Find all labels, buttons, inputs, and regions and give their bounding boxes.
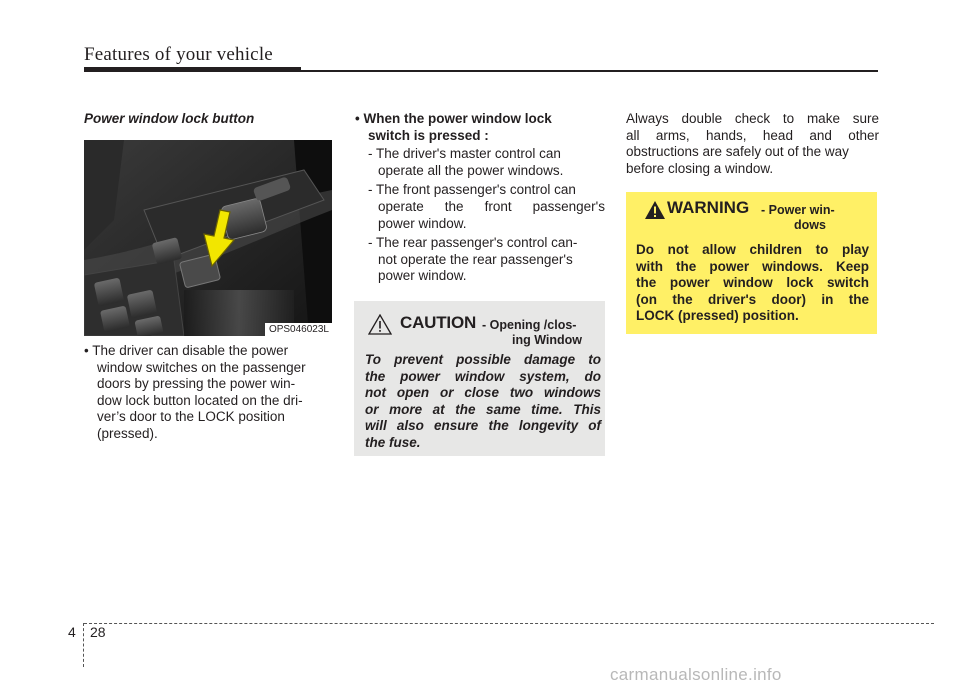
bullet-line: doors by pressing the power win- bbox=[97, 376, 296, 392]
caution-line: the power window system, do bbox=[365, 368, 601, 384]
warning-line: Do not allow children to play bbox=[636, 242, 869, 257]
photo-code: OPS046023L bbox=[265, 323, 332, 336]
page-number: 28 bbox=[90, 624, 106, 640]
footer-rule bbox=[84, 623, 934, 624]
sub-item-driver bbox=[355, 146, 605, 179]
warning-line: the power window lock switch bbox=[636, 275, 869, 291]
lead-line: switch is pressed : bbox=[368, 127, 489, 143]
sub-item-line: - The driver's master control can bbox=[368, 146, 561, 162]
caution-line: not open or close two windows bbox=[365, 385, 601, 401]
paragraph-line: all arms, hands, head and other bbox=[626, 127, 879, 143]
window-switch-photo bbox=[84, 140, 332, 336]
bullet-line: ver’s door to the LOCK position bbox=[97, 409, 285, 425]
caution-subtitle-cont: ing Window bbox=[512, 333, 583, 347]
double-check-paragraph bbox=[626, 111, 879, 177]
sub-item-front-passenger bbox=[355, 182, 605, 232]
bullet-line: • The driver can disable the power bbox=[84, 343, 289, 358]
warning-box bbox=[626, 192, 877, 334]
caution-body bbox=[365, 352, 601, 452]
paragraph-line: before closing a window. bbox=[626, 160, 774, 176]
header-title: Features of your vehicle bbox=[84, 44, 273, 65]
warning-label: WARNING bbox=[667, 198, 750, 217]
header-rule-thick bbox=[84, 67, 301, 72]
section-heading: Power window lock button bbox=[84, 111, 255, 126]
warning-line: with the power windows. Keep bbox=[636, 258, 869, 274]
warning-triangle-icon bbox=[644, 200, 666, 220]
bullet-line: dow lock button located on the dri- bbox=[97, 392, 303, 408]
warning-line: (on the driver's door) in the bbox=[636, 291, 869, 307]
caution-box bbox=[354, 301, 605, 456]
chapter-number: 4 bbox=[68, 624, 76, 640]
caution-header bbox=[364, 313, 599, 349]
lead-line: • When the power window lock bbox=[355, 111, 552, 126]
caution-subtitle: - Opening /clos- bbox=[482, 318, 577, 332]
sub-item-line: not operate the rear passenger's bbox=[378, 251, 573, 267]
caution-line: will also ensure the longevity of bbox=[365, 418, 601, 434]
bullet-lock-pressed bbox=[355, 111, 605, 285]
sub-item-line: power window. bbox=[378, 268, 467, 284]
sub-item-rear-passenger bbox=[355, 235, 605, 285]
bullet-line: window switches on the passenger bbox=[97, 359, 306, 375]
door-panel-illustration bbox=[84, 140, 332, 336]
sub-item-line: - The rear passenger's control can- bbox=[368, 235, 578, 251]
footer-divider bbox=[83, 623, 84, 667]
watermark: carmanualsonline.info bbox=[610, 665, 782, 684]
caution-label: CAUTION bbox=[400, 313, 477, 332]
caution-triangle-icon bbox=[368, 314, 392, 335]
bullet-disable-power-windows bbox=[84, 343, 334, 443]
sub-item-line: - The front passenger's control can bbox=[368, 182, 576, 198]
paragraph-line: obstructions are safely out of the way bbox=[626, 144, 849, 160]
bullet-continuation bbox=[84, 360, 334, 443]
caution-line: To prevent possible damage to bbox=[365, 352, 601, 367]
bullet-line: (pressed). bbox=[97, 425, 158, 441]
warning-line: LOCK (pressed) position. bbox=[636, 308, 799, 324]
header-rule-thin bbox=[301, 70, 878, 72]
sub-item-line: power window. bbox=[378, 215, 467, 231]
caution-line: the fuse. bbox=[365, 434, 421, 450]
sub-item-line: operate all the power windows. bbox=[378, 162, 564, 178]
sub-item-line: operate the front passenger's bbox=[378, 198, 605, 214]
warning-subtitle: - Power win- bbox=[761, 203, 835, 217]
warning-subtitle-cont: dows bbox=[794, 218, 826, 232]
caution-line: or more at the same time. This bbox=[365, 401, 601, 417]
warning-body bbox=[636, 242, 869, 325]
paragraph-line: Always double check to make sure bbox=[626, 111, 879, 126]
